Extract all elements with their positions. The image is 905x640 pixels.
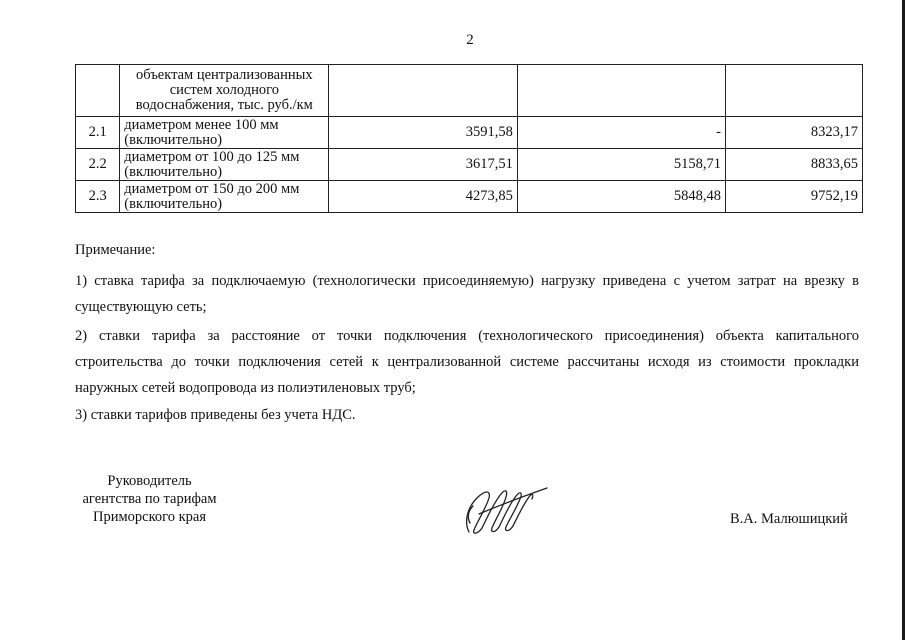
signer-position-line: Руководитель (107, 473, 192, 489)
value-cell: - (517, 117, 725, 149)
row-number (76, 65, 120, 117)
row-name: диаметром менее 100 мм (включительно) (120, 117, 329, 149)
value-cell: 5848,48 (517, 181, 725, 213)
note-item: 1) ставка тарифа за подключаемую (технологически присоединяемую) нагрузку приведена с учетом затрат на врезку в существующую сеть; (75, 273, 859, 315)
value-cell: 3617,51 (329, 149, 518, 181)
row-number: 2.2 (76, 149, 120, 181)
value-cell (517, 65, 725, 117)
value-cell (725, 65, 862, 117)
value-cell: 9752,19 (725, 181, 862, 213)
table-row-continuation (76, 65, 863, 117)
value-cell: 4273,85 (329, 181, 518, 213)
value-cell (329, 65, 518, 117)
signer-name: В.А. Малюшицкий (730, 511, 848, 527)
row-number: 2.3 (76, 181, 120, 213)
signer-position-line: Приморского края (92, 509, 206, 525)
value-cell: 8323,17 (725, 117, 862, 149)
table-row (76, 149, 863, 181)
tariff-table (75, 64, 863, 213)
signer-position-line: агентства по тарифам (82, 491, 217, 507)
handwritten-signature (455, 478, 555, 540)
page-number: 2 (466, 32, 474, 48)
row-name: диаметром от 100 до 125 мм (включительно) (120, 149, 329, 181)
notes-title: Примечание: (75, 242, 156, 258)
table-row (76, 117, 863, 149)
value-cell: 8833,65 (725, 149, 862, 181)
row-name: диаметром от 150 до 200 мм (включительно) (120, 181, 329, 213)
note-item: 3) ставки тарифов приведены без учета НДС. (75, 407, 356, 423)
row-number: 2.1 (76, 117, 120, 149)
row-name: объектам централизованных систем холодного водоснабжения, тыс. руб./км (120, 65, 329, 117)
value-cell: 3591,58 (329, 117, 518, 149)
table-row (76, 181, 863, 213)
note-item: 2) ставки тарифа за расстояние от точки подключения (технологического присоединения) объекта капитального строительства до точки подключения сетей к централизованной системе рассчитаны исходя из стоимости прокладки наружных сетей водопровода из полиэтиленовых труб; (75, 328, 859, 396)
value-cell: 5158,71 (517, 149, 725, 181)
notes-section (75, 237, 859, 428)
signer-position (82, 472, 217, 526)
